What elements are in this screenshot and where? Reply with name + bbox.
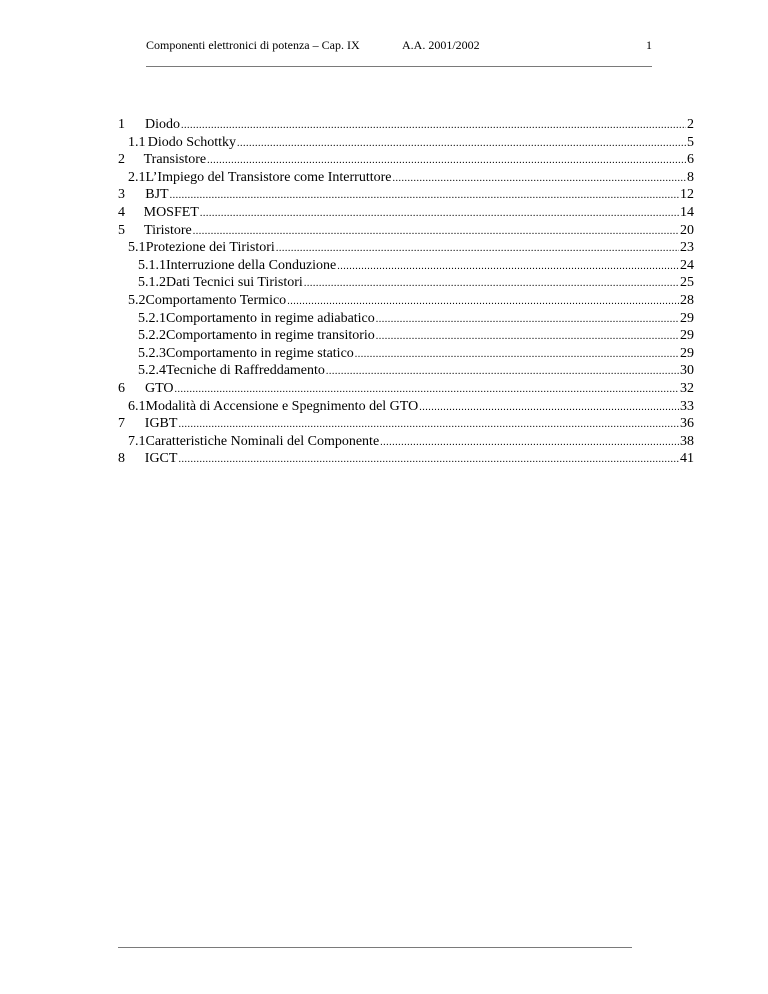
toc-entry-title[interactable]: Dati Tecnici sui Tiristori: [166, 275, 303, 291]
toc-entry-page[interactable]: 30: [680, 363, 694, 379]
toc-entry-page[interactable]: 32: [680, 380, 694, 396]
toc-entry-page[interactable]: 29: [680, 310, 694, 326]
toc-entry-number: 5.1.2: [138, 275, 166, 291]
toc-entry[interactable]: [118, 450, 694, 468]
toc-entry-title[interactable]: Modalità di Accensione e Spegnimento del GTO: [145, 398, 419, 414]
toc-dot-leader: [392, 170, 686, 188]
toc-dot-leader: [376, 311, 679, 329]
toc-entry-number: 6: [118, 380, 125, 396]
toc-entry-title[interactable]: L’Impiego del Transistore come Interruttore: [145, 169, 392, 185]
toc-dot-leader: [380, 434, 679, 452]
toc-dot-leader: [287, 293, 679, 311]
toc-entry-page[interactable]: 23: [680, 240, 694, 256]
toc-entry-number: 2.1: [128, 169, 146, 185]
toc-entry-title[interactable]: IGBT: [144, 416, 178, 432]
toc-entry-title[interactable]: Diodo: [145, 117, 181, 132]
toc-entry-page[interactable]: 36: [680, 416, 694, 432]
toc-entry-page[interactable]: 20: [680, 222, 694, 238]
toc-entry-page[interactable]: 29: [680, 328, 694, 344]
toc-entry[interactable]: [118, 151, 694, 169]
toc-dot-leader: [181, 117, 686, 135]
toc-entry-number: 7: [118, 416, 125, 432]
toc-entry[interactable]: [118, 134, 694, 152]
toc-entry[interactable]: [118, 222, 694, 240]
toc-entry-page[interactable]: 14: [680, 204, 694, 220]
toc-entry[interactable]: [118, 398, 694, 416]
toc-entry-page[interactable]: 6: [687, 152, 694, 168]
toc-dot-leader: [419, 399, 679, 417]
toc-entry-number: 5.2.2: [138, 328, 166, 344]
toc-entry-number: 3: [118, 187, 125, 203]
toc-entry[interactable]: [118, 380, 694, 398]
toc-entry[interactable]: [118, 169, 694, 187]
toc-entry[interactable]: [118, 186, 694, 204]
document-title: Componenti elettronici di potenza – Cap. IX: [146, 38, 360, 52]
toc-dot-leader: [237, 135, 686, 153]
toc-entry-page[interactable]: 12: [680, 187, 694, 203]
toc-entry-title[interactable]: Transistore: [143, 152, 207, 168]
toc-entry-page[interactable]: 24: [680, 257, 694, 273]
toc-entry-number: 4: [118, 204, 125, 220]
toc-entry-number: 2: [118, 152, 125, 168]
toc-dot-leader: [276, 240, 679, 258]
toc-entry-title[interactable]: IGCT: [144, 451, 178, 467]
toc-entry[interactable]: [118, 204, 694, 222]
toc-entry-number: 5: [118, 222, 125, 238]
toc-entry-number: 5.2.3: [138, 345, 166, 361]
toc-entry-title[interactable]: Tecniche di Raffreddamento: [166, 363, 325, 379]
toc-entry-page[interactable]: 33: [680, 398, 694, 414]
toc-entry-number: 6.1: [128, 398, 146, 414]
toc-dot-leader: [178, 416, 679, 434]
toc-entry-title[interactable]: Protezione dei Tiristori: [145, 240, 275, 256]
toc-dot-leader: [355, 346, 679, 364]
toc-entry-page[interactable]: 25: [680, 275, 694, 291]
toc-entry-title[interactable]: Tiristore: [144, 222, 192, 238]
toc-entry[interactable]: [118, 327, 694, 345]
toc-entry-title[interactable]: Caratteristiche Nominali del Componente: [145, 433, 380, 449]
toc-dot-leader: [337, 258, 679, 276]
toc-entry[interactable]: [118, 345, 694, 363]
toc-entry[interactable]: [118, 362, 694, 380]
toc-entry-page[interactable]: 41: [680, 451, 694, 467]
toc-entry-number: 8: [118, 451, 125, 467]
toc-entry-page[interactable]: 2: [687, 117, 694, 132]
toc-entry-page[interactable]: 29: [680, 345, 694, 361]
toc-dot-leader: [376, 328, 679, 346]
toc-entry[interactable]: [118, 274, 694, 292]
toc-entry-number: 5.2: [128, 292, 146, 308]
toc-entry-number: 5.1.1: [138, 257, 166, 273]
toc-entry-page[interactable]: 38: [680, 433, 694, 449]
toc-dot-leader: [200, 205, 679, 223]
toc-entry[interactable]: [118, 415, 694, 433]
toc-entry[interactable]: [118, 292, 694, 310]
toc-entry-page[interactable]: 5: [687, 134, 694, 150]
toc-dot-leader: [304, 275, 679, 293]
academic-year: A.A. 2001/2002: [402, 38, 480, 52]
toc-entry-page[interactable]: 8: [687, 169, 694, 185]
toc-dot-leader: [170, 187, 679, 205]
footer-divider: [118, 947, 632, 948]
toc-entry-number: 5.2.1: [138, 310, 166, 326]
toc-entry-number: 1: [118, 117, 125, 132]
toc-entry-number: 5.2.4: [138, 363, 166, 379]
toc-dot-leader: [207, 152, 686, 170]
header-divider: [146, 66, 652, 67]
toc-entry[interactable]: [118, 433, 694, 451]
toc-entry-title[interactable]: Diodo Schottky: [147, 134, 236, 150]
toc-entry-title[interactable]: Interruzione della Conduzione: [166, 257, 337, 273]
toc-entry-title[interactable]: Comportamento in regime transitorio: [166, 328, 375, 344]
page-number: 1: [646, 38, 652, 52]
toc-entry-title[interactable]: MOSFET: [143, 204, 199, 220]
toc-entry-page[interactable]: 28: [680, 292, 694, 308]
toc-entry-title[interactable]: BJT: [145, 187, 169, 203]
toc-entry-number: 1.1: [128, 134, 146, 150]
toc-dot-leader: [193, 223, 679, 241]
toc-entry-title[interactable]: Comportamento in regime adiabatico: [166, 310, 375, 326]
page-header: [146, 38, 652, 60]
toc-entry-title[interactable]: Comportamento Termico: [145, 292, 287, 308]
toc-entry[interactable]: [118, 239, 694, 257]
toc-dot-leader: [175, 381, 679, 399]
toc-entry-number: 7.1: [128, 433, 146, 449]
toc-dot-leader: [178, 451, 679, 469]
toc-entry[interactable]: [118, 116, 694, 134]
table-of-contents: [118, 116, 694, 468]
toc-entry-title[interactable]: Comportamento in regime statico: [166, 345, 354, 361]
toc-entry-title[interactable]: GTO: [144, 380, 174, 396]
toc-entry[interactable]: [118, 310, 694, 328]
toc-dot-leader: [326, 363, 679, 381]
toc-entry[interactable]: [118, 257, 694, 275]
toc-entry-number: 5.1: [128, 240, 146, 256]
